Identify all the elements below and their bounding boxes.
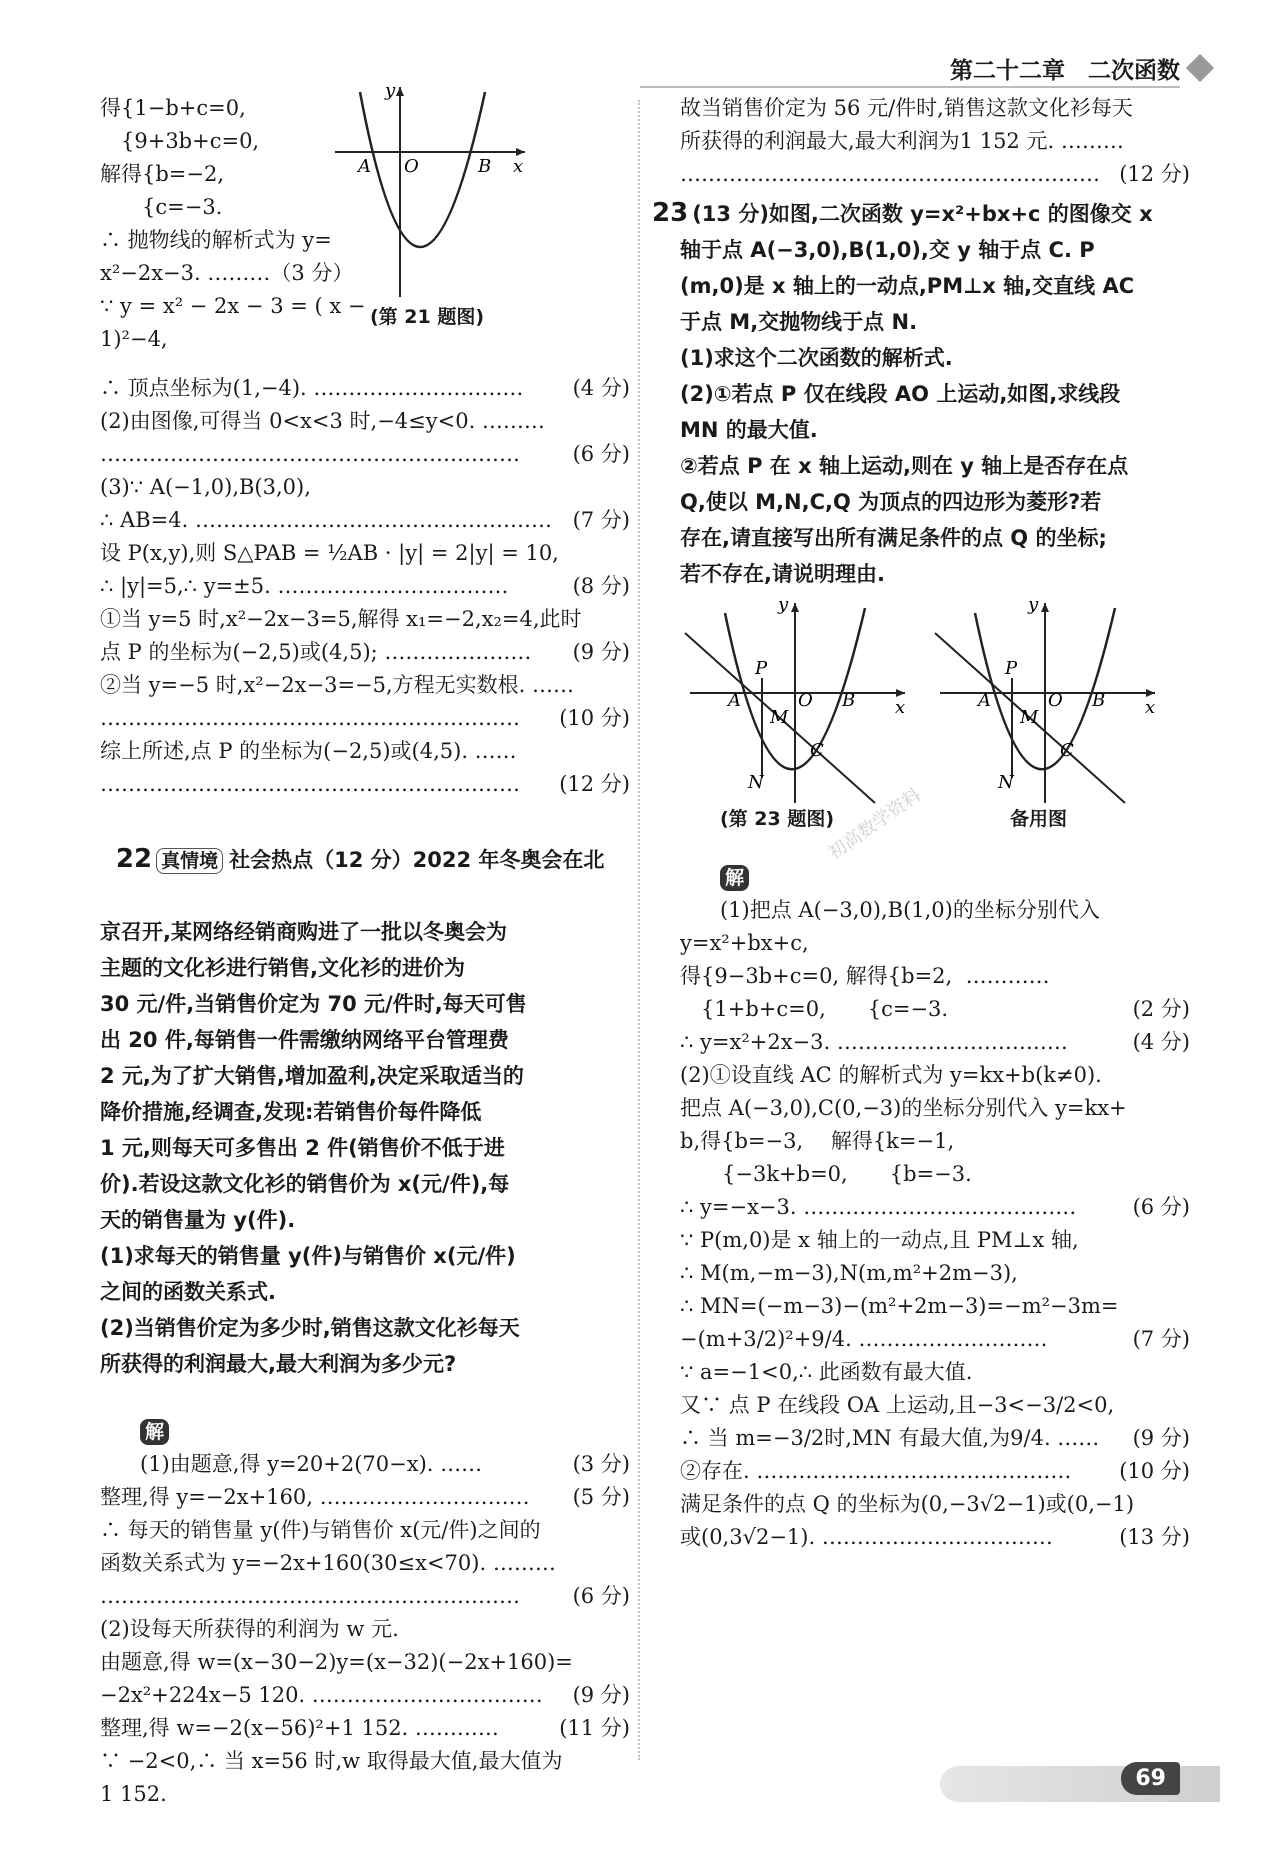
- text-line: [100, 1448, 630, 1481]
- line-text: 于点 M,交抛物线于点 N.: [680, 310, 918, 334]
- text-line: [680, 125, 1190, 158]
- line-text: ……………………………………………………: [680, 162, 1100, 186]
- line-text: ②当 y=−5 时,x²−2x−3=−5,方程无实数根. ……: [100, 673, 575, 697]
- text-line: [100, 1679, 630, 1712]
- line-text: (m,0)是 x 轴上的一动点,PM⊥x 轴,交直线 AC: [680, 274, 1135, 298]
- line-text: 轴于点 A(−3,0),B(1,0),交 y 轴于点 C. P: [680, 238, 1095, 262]
- text-line: [680, 376, 1190, 412]
- text-line: [100, 1613, 630, 1646]
- line-text: (2)由图像,可得当 0<x<3 时,−4≤y<0. ………: [100, 409, 545, 433]
- text-line: [100, 1778, 630, 1811]
- score-label: (8 分): [572, 574, 630, 598]
- chapter-header: 第二十二章 二次函数: [950, 58, 1180, 84]
- q22-number: 22: [115, 844, 153, 874]
- fig21-o-label: O: [404, 156, 419, 177]
- line-text: ∴ |y|=5,∴ y=±5. ……………………………: [100, 574, 509, 598]
- score-label: (11 分): [559, 1716, 630, 1740]
- q23-answer: [680, 894, 1190, 1554]
- text-line: {c=−3.: [100, 195, 223, 219]
- line-text: 函数关系式为 y=−2x+160(30≤x<70). ………: [100, 1551, 556, 1575]
- text-line: [680, 1290, 1190, 1323]
- line-text: (2)①设直线 AC 的解析式为 y=kx+b(k≠0).: [680, 1063, 1102, 1087]
- q22-answer-tag: 解: [140, 1419, 169, 1445]
- text-line: [680, 1092, 1190, 1125]
- text-line: ∴ 抛物线的解析式为 y=: [100, 228, 332, 252]
- line-text: (13 分)如图,二次函数 y=x²+bx+c 的图像交 x: [692, 202, 1153, 226]
- line-text: 若不存在,请说明理由.: [680, 562, 885, 586]
- score-label: (10 分): [1119, 1459, 1190, 1483]
- line-text: 设 P(x,y),则 S△PAB = ½AB · |y| = 2|y| = 10,: [100, 541, 559, 565]
- line-text: ②存在. ………………………………………: [680, 1459, 1072, 1483]
- text-line: 2 元,为了扩大销售,增加盈利,决定采取适当的: [100, 1064, 524, 1088]
- line-text: ∴ M(m,−m−3),N(m,m²+2m−3),: [680, 1261, 1018, 1285]
- fig23-o-label: O: [798, 690, 813, 711]
- line-text: 满足条件的点 Q 的坐标为(0,−3√2−1)或(0,−1): [680, 1492, 1135, 1516]
- line-text: ∵ P(m,0)是 x 轴上的一动点,且 PM⊥x 轴,: [680, 1228, 1079, 1252]
- text-line: [680, 1422, 1190, 1455]
- text-line: [100, 471, 630, 504]
- line-text: Q,使以 M,N,C,Q 为顶点的四边形为菱形?若: [680, 490, 1102, 514]
- text-line: [100, 636, 630, 669]
- line-text: ……………………………………………………: [100, 706, 520, 730]
- score-label: (6 分): [572, 1584, 630, 1608]
- q22-conclusion: [680, 92, 1190, 191]
- text-line: [680, 484, 1190, 520]
- text-line: [680, 520, 1190, 556]
- text-line: [680, 894, 1190, 927]
- text-line: {9+3b+c=0,: [100, 129, 260, 153]
- line-text: ……………………………………………………: [100, 442, 520, 466]
- score-label: (2 分): [1132, 997, 1190, 1021]
- q23-block: [652, 195, 1190, 1554]
- q22-block: [100, 805, 630, 1811]
- fig23-main: [680, 598, 910, 808]
- backup-p-label: P: [1005, 658, 1018, 679]
- q23-figures: [680, 598, 1190, 828]
- text-line: [100, 669, 630, 702]
- line-text: 故当销售价定为 56 元/件时,销售这款文化衫每天: [680, 96, 1133, 120]
- fig23-y-label: y: [778, 598, 789, 615]
- text-line: [680, 1224, 1190, 1257]
- text-line: ∵ y = x² − 2x − 3 = ( x −: [100, 294, 366, 318]
- text-line: 解得{b=−2,: [100, 162, 225, 186]
- text-line: [100, 570, 630, 603]
- line-text: b,得{b=−3, 解得{k=−1,: [680, 1129, 955, 1153]
- text-line: [100, 1580, 630, 1613]
- text-line: [100, 1481, 630, 1514]
- text-line: 1 元,则每天可多售出 2 件(销售价不低于进: [100, 1136, 505, 1160]
- text-line: [100, 1745, 630, 1778]
- fig23-p-label: P: [755, 658, 768, 679]
- text-line: [680, 1488, 1190, 1521]
- fig23-a-label: A: [728, 690, 741, 711]
- fig23-x-label: x: [895, 697, 906, 718]
- backup-x-label: x: [1145, 697, 1156, 718]
- line-text: 由题意,得 w=(x−30−2)y=(x−32)(−2x+160)=: [100, 1650, 573, 1674]
- line-text: ∵ −2<0,∴ 当 x=56 时,w 取得最大值,最大值为: [100, 1749, 563, 1773]
- watermark: 初高数学资料: [824, 784, 926, 864]
- text-line: [680, 960, 1190, 993]
- score-label: (4 分): [572, 376, 630, 400]
- text-line: 得{1−b+c=0,: [100, 96, 246, 120]
- page-number: 69: [1121, 1762, 1180, 1795]
- text-line: 之间的函数关系式.: [100, 1280, 276, 1304]
- backup-b-label: B: [1092, 690, 1106, 711]
- text-line: [652, 195, 1190, 232]
- line-text: 又∵ 点 P 在线段 OA 上运动,且−3<−3/2<0,: [680, 1393, 1115, 1417]
- fig23-backup-caption: 备用图: [1010, 808, 1068, 830]
- line-text: 得{9−3b+c=0, 解得{b=2, …………: [680, 964, 1050, 988]
- text-line: 价).若设这款文化衫的销售价为 x(元/件),每: [100, 1172, 510, 1196]
- backup-c-label: C: [1060, 740, 1074, 761]
- fig23-m-label: M: [770, 707, 789, 728]
- text-line: [100, 768, 630, 801]
- right-column: [652, 92, 1190, 1554]
- text-line: 降价措施,经调查,发现:若销售价每件降低: [100, 1100, 482, 1124]
- text-line: [680, 412, 1190, 448]
- score-label: (4 分): [1132, 1030, 1190, 1054]
- text-line: x²−2x−3. ………（3 分）: [100, 261, 354, 285]
- line-text: ∴ 当 m=−3/2时,MN 有最大值,为9/4. ……: [680, 1426, 1100, 1450]
- line-text: (1)由题意,得 y=20+2(70−x). ……: [140, 1452, 483, 1476]
- score-label: (6 分): [1132, 1195, 1190, 1219]
- line-text: ∴ 每天的销售量 y(件)与销售价 x(元/件)之间的: [100, 1518, 541, 1542]
- backup-m-label: M: [1020, 707, 1039, 728]
- q23-answer-tag: 解: [720, 865, 749, 891]
- fig23-b-label: B: [842, 690, 856, 711]
- score-label: (3 分): [572, 1452, 630, 1476]
- score-label: (7 分): [1132, 1327, 1190, 1351]
- line-text: ∵ a=−1<0,∴ 此函数有最大值.: [680, 1360, 973, 1384]
- text-line: [100, 1712, 630, 1745]
- text-line: 30 元/件,当销售价定为 70 元/件时,每天可售: [100, 992, 527, 1016]
- line-text: ∴ y=−x−3. …………………………………: [680, 1195, 1077, 1219]
- fig21-a-label: A: [358, 156, 371, 177]
- line-text: 综上所述,点 P 的坐标为(−2,5)或(4,5). ……: [100, 739, 517, 763]
- line-text: 存在,请直接写出所有满足条件的点 Q 的坐标;: [680, 526, 1107, 550]
- fig21-b-label: B: [478, 156, 492, 177]
- line-text: −2x²+224x−5 120. ……………………………: [100, 1683, 543, 1707]
- score-label: (7 分): [572, 508, 630, 532]
- text-line: [680, 927, 1190, 960]
- text-line: [680, 1455, 1190, 1488]
- score-label: (6 分): [572, 442, 630, 466]
- text-line: 出 20 件,每销售一件需缴纳网络平台管理费: [100, 1028, 509, 1052]
- line-text: 点 P 的坐标为(−2,5)或(4,5); …………………: [100, 640, 532, 664]
- text-line: 京召开,某网络经销商购进了一批以冬奥会为: [100, 920, 507, 944]
- line-text: ①当 y=5 时,x²−2x−3=5,解得 x₁=−2,x₂=4,此时: [100, 607, 582, 631]
- line-text: (3)∵ A(−1,0),B(3,0),: [100, 475, 311, 499]
- q21-solution-top: [100, 92, 366, 356]
- text-line: [680, 304, 1190, 340]
- text-line: [680, 1059, 1190, 1092]
- fig23-caption: (第 23 题图): [720, 808, 835, 830]
- line-text: (2)设每天所获得的利润为 w 元.: [100, 1617, 399, 1641]
- column-divider: [638, 100, 641, 1760]
- text-line: [680, 1125, 1190, 1158]
- line-text: 1 152.: [100, 1782, 167, 1806]
- line-text: ……………………………………………………: [100, 1584, 520, 1608]
- line-text: (2)①若点 P 仅在线段 AO 上运动,如图,求线段: [680, 382, 1121, 406]
- text-line: [680, 340, 1190, 376]
- text-line: [100, 735, 630, 768]
- line-text: {1+b+c=0, {c=−3.: [680, 997, 949, 1021]
- backup-y-label: y: [1028, 598, 1039, 615]
- text-line: [100, 438, 630, 471]
- text-line: 天的销售量为 y(件).: [100, 1208, 296, 1232]
- fig23-n-label: N: [748, 772, 764, 793]
- text-line: [680, 448, 1190, 484]
- fig21-x-label: x: [513, 156, 524, 177]
- text-line: [680, 1389, 1190, 1422]
- q23-number: 23: [652, 198, 689, 228]
- text-line: 主题的文化衫进行销售,文化衫的进价为: [100, 956, 465, 980]
- line-text: ②若点 P 在 x 轴上运动,则在 y 轴上是否存在点: [680, 454, 1129, 478]
- score-label: (12 分): [559, 772, 630, 796]
- fig23-backup: [930, 598, 1160, 808]
- text-line: (1)求每天的销售量 y(件)与销售价 x(元/件): [100, 1244, 516, 1268]
- backup-n-label: N: [998, 772, 1014, 793]
- text-line: [680, 993, 1190, 1026]
- text-line: [680, 1257, 1190, 1290]
- fig23-c-label: C: [810, 740, 824, 761]
- score-label: (9 分): [572, 640, 630, 664]
- line-text: 或(0,3√2−1). ……………………………: [680, 1525, 1053, 1549]
- text-line: [680, 232, 1190, 268]
- line-text: 整理,得 w=−2(x−56)²+1 152. …………: [100, 1716, 499, 1740]
- line-text: ∴ 顶点坐标为(1,−4). …………………………: [100, 376, 524, 400]
- fig21-parabola: [330, 82, 530, 302]
- score-label: (9 分): [1132, 1426, 1190, 1450]
- line-text: 整理,得 y=−2x+160, …………………………: [100, 1485, 530, 1509]
- line-text: (1)把点 A(−3,0),B(1,0)的坐标分别代入: [720, 898, 1100, 922]
- line-text: ∴ AB=4. ……………………………………………: [100, 508, 552, 532]
- text-line: [100, 1514, 630, 1547]
- text-line: [100, 504, 630, 537]
- score-label: (10 分): [559, 706, 630, 730]
- line-text: y=x²+bx+c,: [680, 931, 809, 955]
- text-line: [680, 268, 1190, 304]
- q21-solution-rest: [100, 372, 630, 801]
- score-label: (13 分): [1119, 1525, 1190, 1549]
- text-line: [680, 1191, 1190, 1224]
- line-text: MN 的最大值.: [680, 418, 818, 442]
- text-line: [680, 1323, 1190, 1356]
- text-line: [100, 1547, 630, 1580]
- line-text: 把点 A(−3,0),C(0,−3)的坐标分别代入 y=kx+: [680, 1096, 1127, 1120]
- q22-tag: 真情境: [156, 848, 223, 874]
- line-text: ……………………………………………………: [100, 772, 520, 796]
- text-line: (2)当销售价定为多少时,销售这款文化衫每天: [100, 1316, 520, 1340]
- score-label: (5 分): [572, 1485, 630, 1509]
- fig21-caption: (第 21 题图): [370, 306, 485, 328]
- text-line: [680, 1521, 1190, 1554]
- text-line: 1)²−4,: [100, 327, 168, 351]
- line-text: ∴ MN=(−m−3)−(m²+2m−3)=−m²−3m=: [680, 1294, 1119, 1318]
- line-text: (1)求这个二次函数的解析式.: [680, 346, 953, 370]
- header-rule: [640, 86, 1180, 88]
- q23-question: [652, 195, 1190, 592]
- text-line: [100, 603, 630, 636]
- text-line: [680, 1158, 1190, 1191]
- fig21-y-label: y: [385, 82, 396, 101]
- left-column: [80, 82, 630, 1811]
- text-line: [680, 158, 1190, 191]
- text-line: [680, 92, 1190, 125]
- backup-a-label: A: [978, 690, 991, 711]
- line-text: 所获得的利润最大,最大利润为1 152 元. ………: [680, 129, 1124, 153]
- q22-header: 社会热点（12 分）2022 年冬奥会在北: [229, 848, 605, 872]
- score-label: (9 分): [572, 1683, 630, 1707]
- score-label: (12 分): [1119, 162, 1190, 186]
- text-line: [680, 1026, 1190, 1059]
- text-line: [100, 1646, 630, 1679]
- backup-o-label: O: [1048, 690, 1063, 711]
- text-line: [680, 556, 1190, 592]
- q22-answer: [100, 1448, 630, 1811]
- text-line: [100, 702, 630, 735]
- header-diamond-icon: [1186, 54, 1214, 82]
- text-line: [680, 1356, 1190, 1389]
- text-line: [100, 537, 630, 570]
- line-text: ∴ y=x²+2x−3. ……………………………: [680, 1030, 1068, 1054]
- text-line: 所获得的利润最大,最大利润为多少元?: [100, 1352, 457, 1376]
- line-text: −(m+3/2)²+9/4. ………………………: [680, 1327, 1048, 1351]
- text-line: [100, 405, 630, 438]
- line-text: {−3k+b=0, {b=−3.: [680, 1162, 972, 1186]
- q22-body: [100, 914, 630, 1382]
